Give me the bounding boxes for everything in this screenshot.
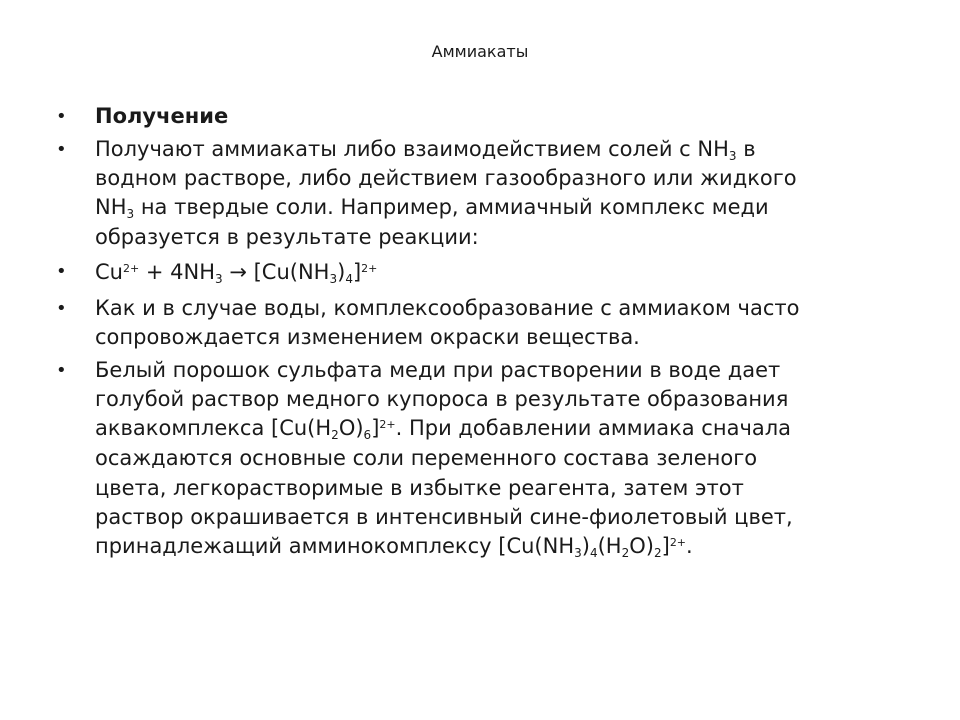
reaction-equation — [95, 257, 916, 288]
text-run: ) — [337, 260, 346, 284]
subscript: 6 — [363, 428, 372, 442]
superscript: 2+ — [122, 262, 140, 275]
text-run: Получают аммиакаты либо взаимодействием солей с NH — [95, 137, 729, 161]
text-line: водном растворе, либо действием газообразного или жидкого — [95, 166, 797, 190]
bullet-icon: • — [56, 106, 67, 127]
text-run: (H — [597, 534, 622, 558]
bullet-icon: • — [56, 360, 67, 381]
subscript: 4 — [589, 546, 598, 560]
text-line: Как и в случае воды, комплексообразование с аммиаком часто — [95, 296, 800, 320]
subscript: 4 — [345, 272, 353, 286]
subscript: 3 — [126, 207, 135, 221]
section-heading: Получение — [95, 104, 229, 128]
text-run: в — [736, 137, 756, 161]
arrow-icon: → — [222, 260, 254, 284]
list-item-preparation — [56, 135, 916, 253]
text-line — [95, 135, 916, 164]
subscript: 2 — [331, 428, 339, 442]
bullet-list — [56, 102, 916, 565]
text-run: NH — [95, 195, 127, 219]
list-item-reaction — [56, 257, 916, 288]
subscript: 3 — [215, 272, 223, 286]
subscript: 3 — [574, 546, 582, 560]
text-run: . При добавлении аммиака сначала — [395, 416, 792, 440]
text-line: раствор окрашивается в интенсивный сине-фиолетовый цвет, — [95, 505, 793, 529]
text-run: O) — [629, 534, 654, 558]
superscript: 2+ — [379, 418, 396, 431]
text-line: голубой раствор медного купороса в результате образования — [95, 387, 789, 411]
subscript: 3 — [329, 272, 338, 286]
slide-title: Аммиакаты — [431, 42, 529, 61]
subscript: 2 — [621, 546, 630, 560]
text-line — [95, 532, 916, 561]
text-run: аквакомплекса [Cu(H — [95, 416, 332, 440]
list-item-color-change — [56, 294, 916, 352]
subscript: 3 — [728, 149, 737, 163]
superscript: 2+ — [361, 262, 378, 275]
text-line: сопровождается изменением окраски вещества. — [95, 325, 640, 349]
text-line: осаждаются основные соли переменного состава зеленого — [95, 446, 758, 470]
text-run: + 4NH — [139, 260, 216, 284]
bullet-icon: • — [56, 261, 67, 282]
text-run: . — [686, 534, 693, 558]
text-line: образуется в результате реакции: — [95, 225, 479, 249]
text-line: Белый порошок сульфата меди при растворении в воде дает — [95, 358, 781, 382]
text-run: ] — [661, 534, 670, 558]
bullet-icon: • — [56, 139, 67, 160]
text-run: ) — [581, 534, 590, 558]
text-run: принадлежащий амминокомплексу [Cu(NH — [95, 534, 575, 558]
text-run: ] — [352, 260, 362, 284]
list-item-copper-sulfate — [56, 356, 916, 561]
text-line — [95, 414, 916, 443]
text-run: [Cu(NH — [253, 260, 330, 284]
text-run: Cu — [95, 260, 123, 284]
text-run: O) — [338, 416, 364, 440]
text-run: на твердые соли. Например, аммиачный комплекс меди — [134, 195, 769, 219]
text-run: ] — [371, 416, 380, 440]
bullet-icon: • — [56, 298, 67, 319]
text-line — [95, 193, 916, 222]
list-item-heading — [56, 102, 916, 131]
superscript: 2+ — [669, 536, 687, 549]
text-line: цвета, легкорастворимые в избытке реагента, затем этот — [95, 476, 744, 500]
subscript: 2 — [653, 546, 662, 560]
